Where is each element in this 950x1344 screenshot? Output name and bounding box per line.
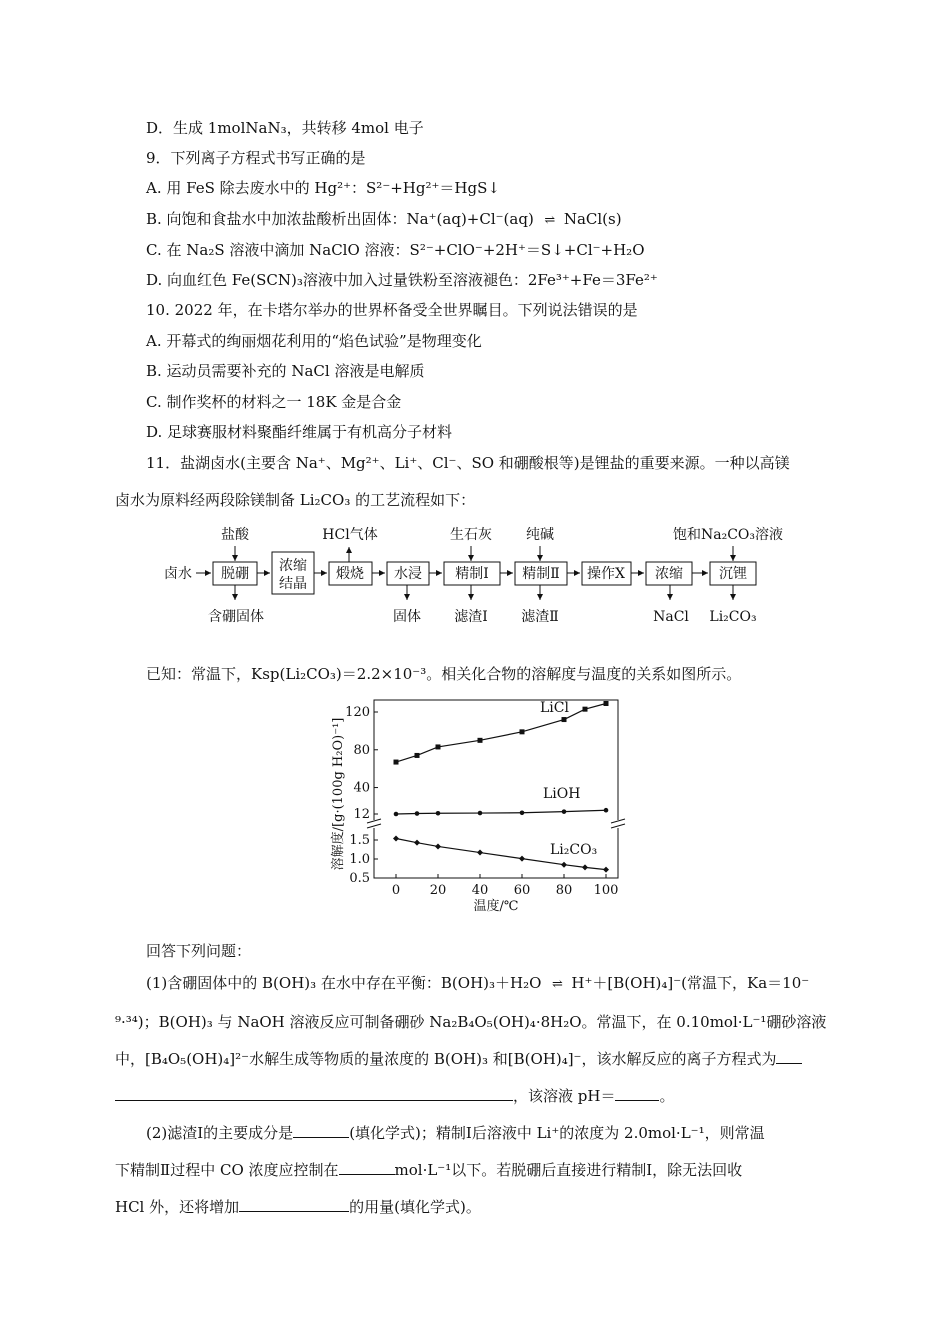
q11-part2-line1 [146, 1123, 765, 1143]
flow-step-8: 浓缩 [655, 566, 683, 582]
flow-input-hcl: 盐酸 [221, 527, 249, 543]
q9-option-b-right: NaCl(s) [563, 210, 622, 228]
data-point [562, 809, 567, 814]
flow-out-nacl: NaCl [653, 609, 689, 625]
data-point [562, 717, 567, 722]
q11-part2-line3-right: 的用量(填化学式)。 [349, 1198, 481, 1216]
data-point [435, 843, 441, 849]
x-tick-label: 40 [471, 883, 489, 898]
q11-part1-line4 [115, 1086, 674, 1106]
flow-step-7: 操作X [587, 566, 625, 582]
q11-part2-line2-right: mol·L⁻¹以下。若脱硼后直接进行精制Ⅰ，除无法回收 [394, 1161, 743, 1179]
q10-option-c: C. 制作奖杯的材料之一 18K 金是合金 [146, 393, 402, 411]
q11-stem-line1: 11．盐湖卤水(主要含 Na⁺、Mg²⁺、Li⁺、Cl⁻、SO 和硼酸根等)是锂盐的重要来源。一种以高镁 [146, 454, 790, 472]
data-point [415, 811, 420, 816]
y-tick-label: 1.0 [349, 852, 370, 867]
data-point [582, 864, 588, 870]
x-tick-label: 20 [429, 883, 447, 898]
q9-stem: 9．下列离子方程式书写正确的是 [146, 149, 366, 167]
data-point [394, 760, 399, 765]
data-point [436, 744, 441, 749]
data-point [520, 810, 525, 815]
q11-part2-line1-left: (2)滤渣Ⅰ的主要成分是 [146, 1124, 294, 1142]
data-point [603, 867, 609, 873]
y-tick-label: 40 [353, 780, 370, 796]
q9-option-c: C. 在 Na₂S 溶液中滴加 NaClO 溶液：S²⁻+ClO⁻+2H⁺＝S↓+Cl⁻+H₂O [146, 241, 645, 259]
data-point [604, 808, 609, 813]
q9-option-b-left: B. 向饱和食盐水中加浓盐酸析出固体：Na⁺(aq)+Cl⁻(aq) [146, 210, 534, 228]
q11-part1-line3 [115, 1049, 802, 1069]
q11-part1-line1 [146, 973, 809, 995]
answer-blank-residue[interactable] [293, 1123, 349, 1138]
series-label-1: LiOH [543, 786, 581, 802]
data-point [519, 856, 525, 862]
series-line-0 [396, 704, 606, 763]
flow-step-1: 脱硼 [221, 566, 249, 582]
flow-out-residue-1: 滤渣Ⅰ [454, 609, 488, 625]
q10-option-a: A. 开幕式的绚丽烟花利用的“焰色试验”是物理变化 [146, 332, 482, 350]
answer-intro: 回答下列问题： [146, 942, 252, 960]
flow-step-9: 沉锂 [719, 566, 747, 582]
flow-input-soda: 纯碱 [526, 527, 554, 543]
q10-option-d: D. 足球赛服材料聚酯纤维属于有机高分子材料 [146, 423, 453, 441]
data-point [393, 835, 399, 841]
flow-out-boron-solid: 含硼固体 [208, 609, 264, 625]
flow-feed: 卤水 [164, 566, 192, 582]
data-point [394, 812, 399, 817]
data-point [561, 862, 567, 868]
flow-input-na2co3: 饱和Na₂CO₃溶液 [672, 527, 784, 543]
process-flow-diagram [0, 520, 950, 660]
solubility-chart [318, 692, 628, 917]
q11-part2-line2-left: 下精制Ⅱ过程中 CO 浓度应控制在 [115, 1161, 339, 1179]
data-point [478, 811, 483, 816]
data-point [414, 840, 420, 846]
data-point [478, 738, 483, 743]
flow-step-6: 精制Ⅱ [522, 566, 560, 582]
y-tick-label: 12 [353, 807, 370, 822]
y-tick-label: 80 [353, 742, 370, 758]
answer-blank-concentration[interactable] [339, 1160, 395, 1175]
chart-y-axis-label: 溶解度/[g·(100g H₂O)⁻¹] [331, 717, 346, 871]
series-label-2: Li₂CO₃ [550, 842, 598, 858]
x-tick-label: 60 [513, 883, 531, 898]
flow-step-3: 煅烧 [336, 566, 364, 582]
q11-part2-line3-left: HCl 外，还将增加 [115, 1198, 240, 1216]
x-tick-label: 0 [391, 883, 401, 898]
data-point [583, 707, 588, 712]
y-tick-label: 1.5 [349, 833, 370, 848]
flow-gas-out: HCl气体 [322, 527, 378, 543]
data-point [415, 753, 420, 758]
x-tick-label: 80 [555, 883, 573, 898]
answer-blank-ph[interactable] [615, 1086, 659, 1101]
flow-input-lime: 生石灰 [450, 527, 492, 543]
q11-part1-line3-text: 中，[B₄O₅(OH)₄]²⁻水解生成等物质的量浓度的 B(OH)₃ 和[B(OH)₄]⁻，该水解反应的离子方程式为 [115, 1050, 777, 1068]
q8-option-d: D．生成 1molNaN₃，共转移 4mol 电子 [146, 119, 424, 137]
data-point [604, 701, 609, 706]
series-line-1 [396, 810, 606, 814]
q11-part2-line1-right: (填化学式)；精制Ⅰ后溶液中 Li⁺的浓度为 2.0mol·L⁻¹，则常温 [349, 1124, 765, 1142]
y-tick-label: 120 [345, 705, 370, 720]
chart-x-axis-label: 温度/℃ [473, 899, 519, 914]
flow-step-2a: 浓缩 [279, 558, 307, 574]
q9-option-b [146, 209, 622, 231]
data-point [436, 811, 441, 816]
flow-step-4: 水浸 [394, 566, 422, 582]
flow-step-2b: 结晶 [279, 576, 307, 592]
flow-out-residue-2: 滤渣Ⅱ [521, 609, 559, 625]
q11-part1-line2: ⁹·³⁴)；B(OH)₃ 与 NaOH 溶液反应可制备硼砂 Na₂B₄O₅(OH)₄·8H₂O。常温下，在 0.10mol·L⁻¹硼砂溶液 [115, 1013, 827, 1031]
q11-part2-line2 [115, 1160, 742, 1180]
q11-part1-line4-text: ，该溶液 pH＝ [513, 1087, 616, 1105]
flow-step-5: 精制Ⅰ [455, 566, 489, 582]
q11-part2-line3 [115, 1197, 481, 1217]
equilibrium-arrow-icon: ⇌ [551, 977, 561, 992]
series-label-0: LiCl [540, 700, 569, 716]
q11-part1-end: 。 [659, 1087, 675, 1105]
answer-blank-equation[interactable] [115, 1086, 513, 1101]
flow-out-solid: 固体 [393, 609, 421, 625]
x-tick-label: 100 [593, 883, 619, 898]
q10-option-b: B. 运动员需要补充的 NaCl 溶液是电解质 [146, 362, 425, 380]
answer-blank-equation-start[interactable] [776, 1049, 802, 1064]
q11-stem-line2: 卤水为原料经两段除镁制备 Li₂CO₃ 的工艺流程如下： [115, 491, 476, 509]
data-point [477, 850, 483, 856]
equilibrium-arrow-icon: ⇌ [544, 213, 554, 228]
q9-option-d: D. 向血红色 Fe(SCN)₃溶液中加入过量铁粉至溶液褪色：2Fe³⁺+Fe＝3Fe²⁺ [146, 271, 658, 289]
q11-known: 已知：常温下，Ksp(Li₂CO₃)＝2.2×10⁻³。相关化合物的溶解度与温度的关系如图所示。 [146, 665, 742, 683]
q11-part1-line1-right: H⁺＋[B(OH)₄]⁻(常温下，Ka＝10⁻ [571, 974, 810, 992]
q11-part1-line1-left: (1)含硼固体中的 B(OH)₃ 在水中存在平衡：B(OH)₃＋H₂O [146, 974, 542, 992]
data-point [520, 729, 525, 734]
q10-stem: 10. 2022 年，在卡塔尔举办的世界杯备受全世界瞩目。下列说法错误的是 [146, 301, 638, 319]
y-tick-label: 0.5 [349, 871, 370, 886]
q9-option-a: A. 用 FeS 除去废水中的 Hg²⁺：S²⁻+Hg²⁺＝HgS↓ [146, 179, 500, 197]
answer-blank-reagent[interactable] [239, 1197, 349, 1212]
flow-out-li2co3: Li₂CO₃ [709, 609, 757, 625]
